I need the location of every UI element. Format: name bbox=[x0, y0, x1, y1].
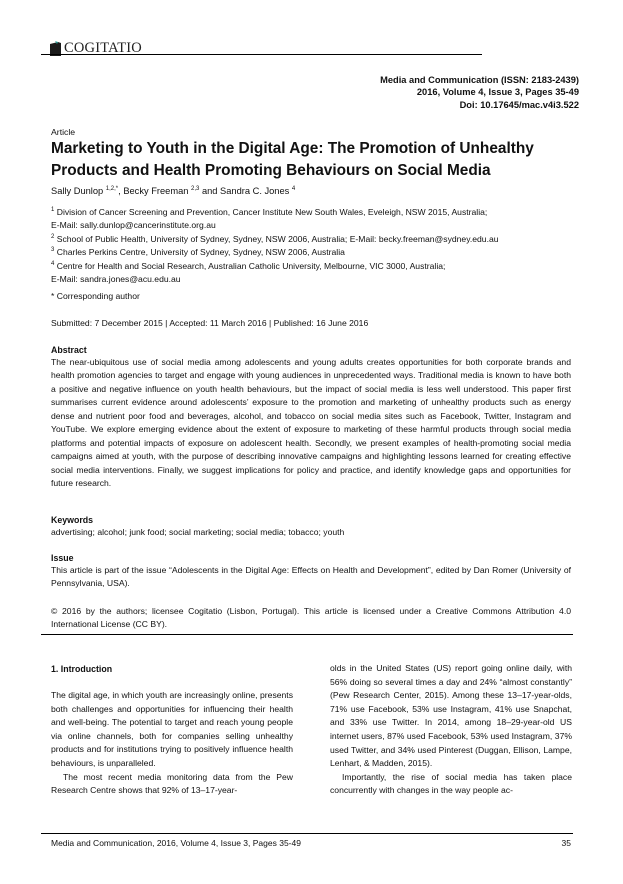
affiliation-number: 1 bbox=[51, 207, 55, 213]
affiliations bbox=[51, 206, 581, 286]
publication-dates: Submitted: 7 December 2015 | Accepted: 11 March 2016 | Published: 16 June 2016 bbox=[51, 318, 369, 328]
doi[interactable]: Doi: 10.17645/mac.v4i3.522 bbox=[459, 99, 579, 110]
affiliation-1 bbox=[51, 206, 581, 219]
publisher-name: COGITATIO bbox=[64, 40, 142, 56]
author-list bbox=[51, 186, 295, 196]
author-name: Becky Freeman bbox=[123, 186, 189, 196]
section-rule bbox=[41, 634, 573, 635]
corresponding-author-note: * Corresponding author bbox=[51, 291, 140, 301]
affiliation-2 bbox=[51, 233, 581, 246]
license-text: © 2016 by the authors; licensee Cogitatio (Lisbon, Portugal). This article is licensed under a Creative Commons Attribution 4.0 International License (CC BY). bbox=[51, 606, 571, 630]
author-affiliation-marker: 1,2,* bbox=[105, 186, 119, 192]
abstract-heading: Abstract bbox=[51, 345, 87, 355]
introduction-heading: 1. Introduction bbox=[51, 664, 113, 674]
affiliation-number: 4 bbox=[51, 260, 55, 267]
affiliation-1-email[interactable]: E-Mail: sally.dunlop@cancerinstitute.org.au bbox=[51, 220, 216, 231]
paragraph: Importantly, the rise of social media has taken place concurrently with changes in the way people ac- bbox=[330, 771, 572, 796]
article-title bbox=[51, 138, 571, 181]
title-line-2: Products and Health Promoting Behaviours on Social Media bbox=[51, 161, 491, 179]
header-rule bbox=[41, 54, 482, 55]
affiliation-text: Centre for Health and Social Research, Australian Catholic University, Melbourne, VIC 3000, Australia; bbox=[56, 260, 446, 271]
paragraph: The digital age, in which youth are increasingly online, presents both challenges and opportunities for influencing their health and well-being. The potential to target and reach young people via online channels, both for companies selling unhealthy products and for institutions trying to positively influence health behaviours, is unparalleled. bbox=[51, 690, 293, 768]
issue-text: This article is part of the issue “Adolescents in the Digital Age: Effects on Health and Development”, edited by Dan Romer (University of Pennsylvania, USA). bbox=[51, 565, 571, 589]
affiliation-text: Division of Cancer Screening and Prevention, Cancer Institute New South Wales, Eveleigh, NSW 2015, Australia; bbox=[56, 207, 488, 217]
author-name: Sally Dunlop bbox=[51, 186, 104, 196]
affiliation-4-email[interactable]: E-Mail: sandra.jones@acu.edu.au bbox=[51, 274, 181, 285]
affiliation-text: Charles Perkins Centre, University of Sydney, Sydney, NSW 2006, Australia bbox=[56, 247, 345, 258]
title-line-1: Marketing to Youth in the Digital Age: The Promotion of Unhealthy bbox=[51, 140, 534, 157]
page-number: 35 bbox=[561, 838, 571, 848]
keywords-heading: Keywords bbox=[51, 515, 94, 525]
volume-info: 2016, Volume 4, Issue 3, Pages 35-49 bbox=[416, 87, 579, 98]
body-column-left bbox=[51, 689, 293, 798]
affiliation-3 bbox=[51, 246, 581, 259]
author-separator: , bbox=[118, 186, 124, 196]
affiliation-number: 3 bbox=[51, 247, 55, 254]
journal-info bbox=[380, 74, 579, 111]
body-column-right bbox=[330, 662, 572, 798]
footer-citation: Media and Communication, 2016, Volume 4, Issue 3, Pages 35-49 bbox=[51, 838, 301, 848]
issue-heading: Issue bbox=[51, 553, 74, 563]
paragraph: The most recent media monitoring data from the Pew Research Centre shows that 92% of 13–17-year- bbox=[51, 771, 293, 796]
author-affiliation-marker: 2,3 bbox=[191, 186, 200, 192]
article-type: Article bbox=[51, 127, 76, 137]
author-separator: and bbox=[199, 186, 221, 196]
abstract-text: The near-ubiquitous use of social media among adolescents and young adults creates opportunities for both corporate brands and health promotion agencies to target and engage with young audiences in unprecedented ways. Traditional media is known to have both a positive and negative influence on youth health behaviours, but the impact of social media is less well understood. This paper first summarises current evidence around adolescents’ exposure to the promotion and marketing of unhealthy products such as energy dense and nutrient poor food and beverages, alcohol, and tobacco on social media sites such as Facebook, Twitter, Instagram and YouTube. We explore emerging evidence about the extent of exposure to marketing of these harmful products through social media platforms and potential impacts of exposure on adolescent health. Secondly, we present examples of health-promoting social media campaigns aimed at youth, with the purpose of describing innovative campaigns and highlighting lessons learned for creating effective social media interventions. Finally, we suggest implications for policy and practice, and identify knowledge gaps and opportunities for future research. bbox=[51, 357, 571, 489]
footer-rule bbox=[41, 833, 573, 834]
affiliation-4 bbox=[51, 260, 581, 273]
author-affiliation-marker: 4 bbox=[291, 186, 296, 192]
affiliation-text: School of Public Health, University of Sydney, Sydney, NSW 2006, Australia; E-Mail: becky.freeman@sydney.edu.au bbox=[56, 233, 499, 244]
affiliation-number: 2 bbox=[51, 233, 55, 240]
journal-name: Media and Communication (ISSN: 2183-2439) bbox=[380, 75, 579, 85]
author-name: Sandra C. Jones bbox=[220, 186, 290, 196]
paragraph: olds in the United States (US) report going online daily, with 56% doing so several times a day and 24% “almost constantly” (Pew Research Center, 2015). Among these 13–17-year-olds, 71% use Facebook, 53% use Instagram, 41% use Snapchat, and 33% use Twitter. In 2014, among 18–29-year-old US internet users, 87% used Facebook, 53% used Instagram, 37% used Twitter, and 34% used Pinterest (Duggan, Ellison, Lampe, Lenhart, & Madden, 2015). bbox=[330, 663, 572, 769]
keywords-text: advertising; alcohol; junk food; social marketing; social media; tobacco; youth bbox=[51, 527, 345, 537]
